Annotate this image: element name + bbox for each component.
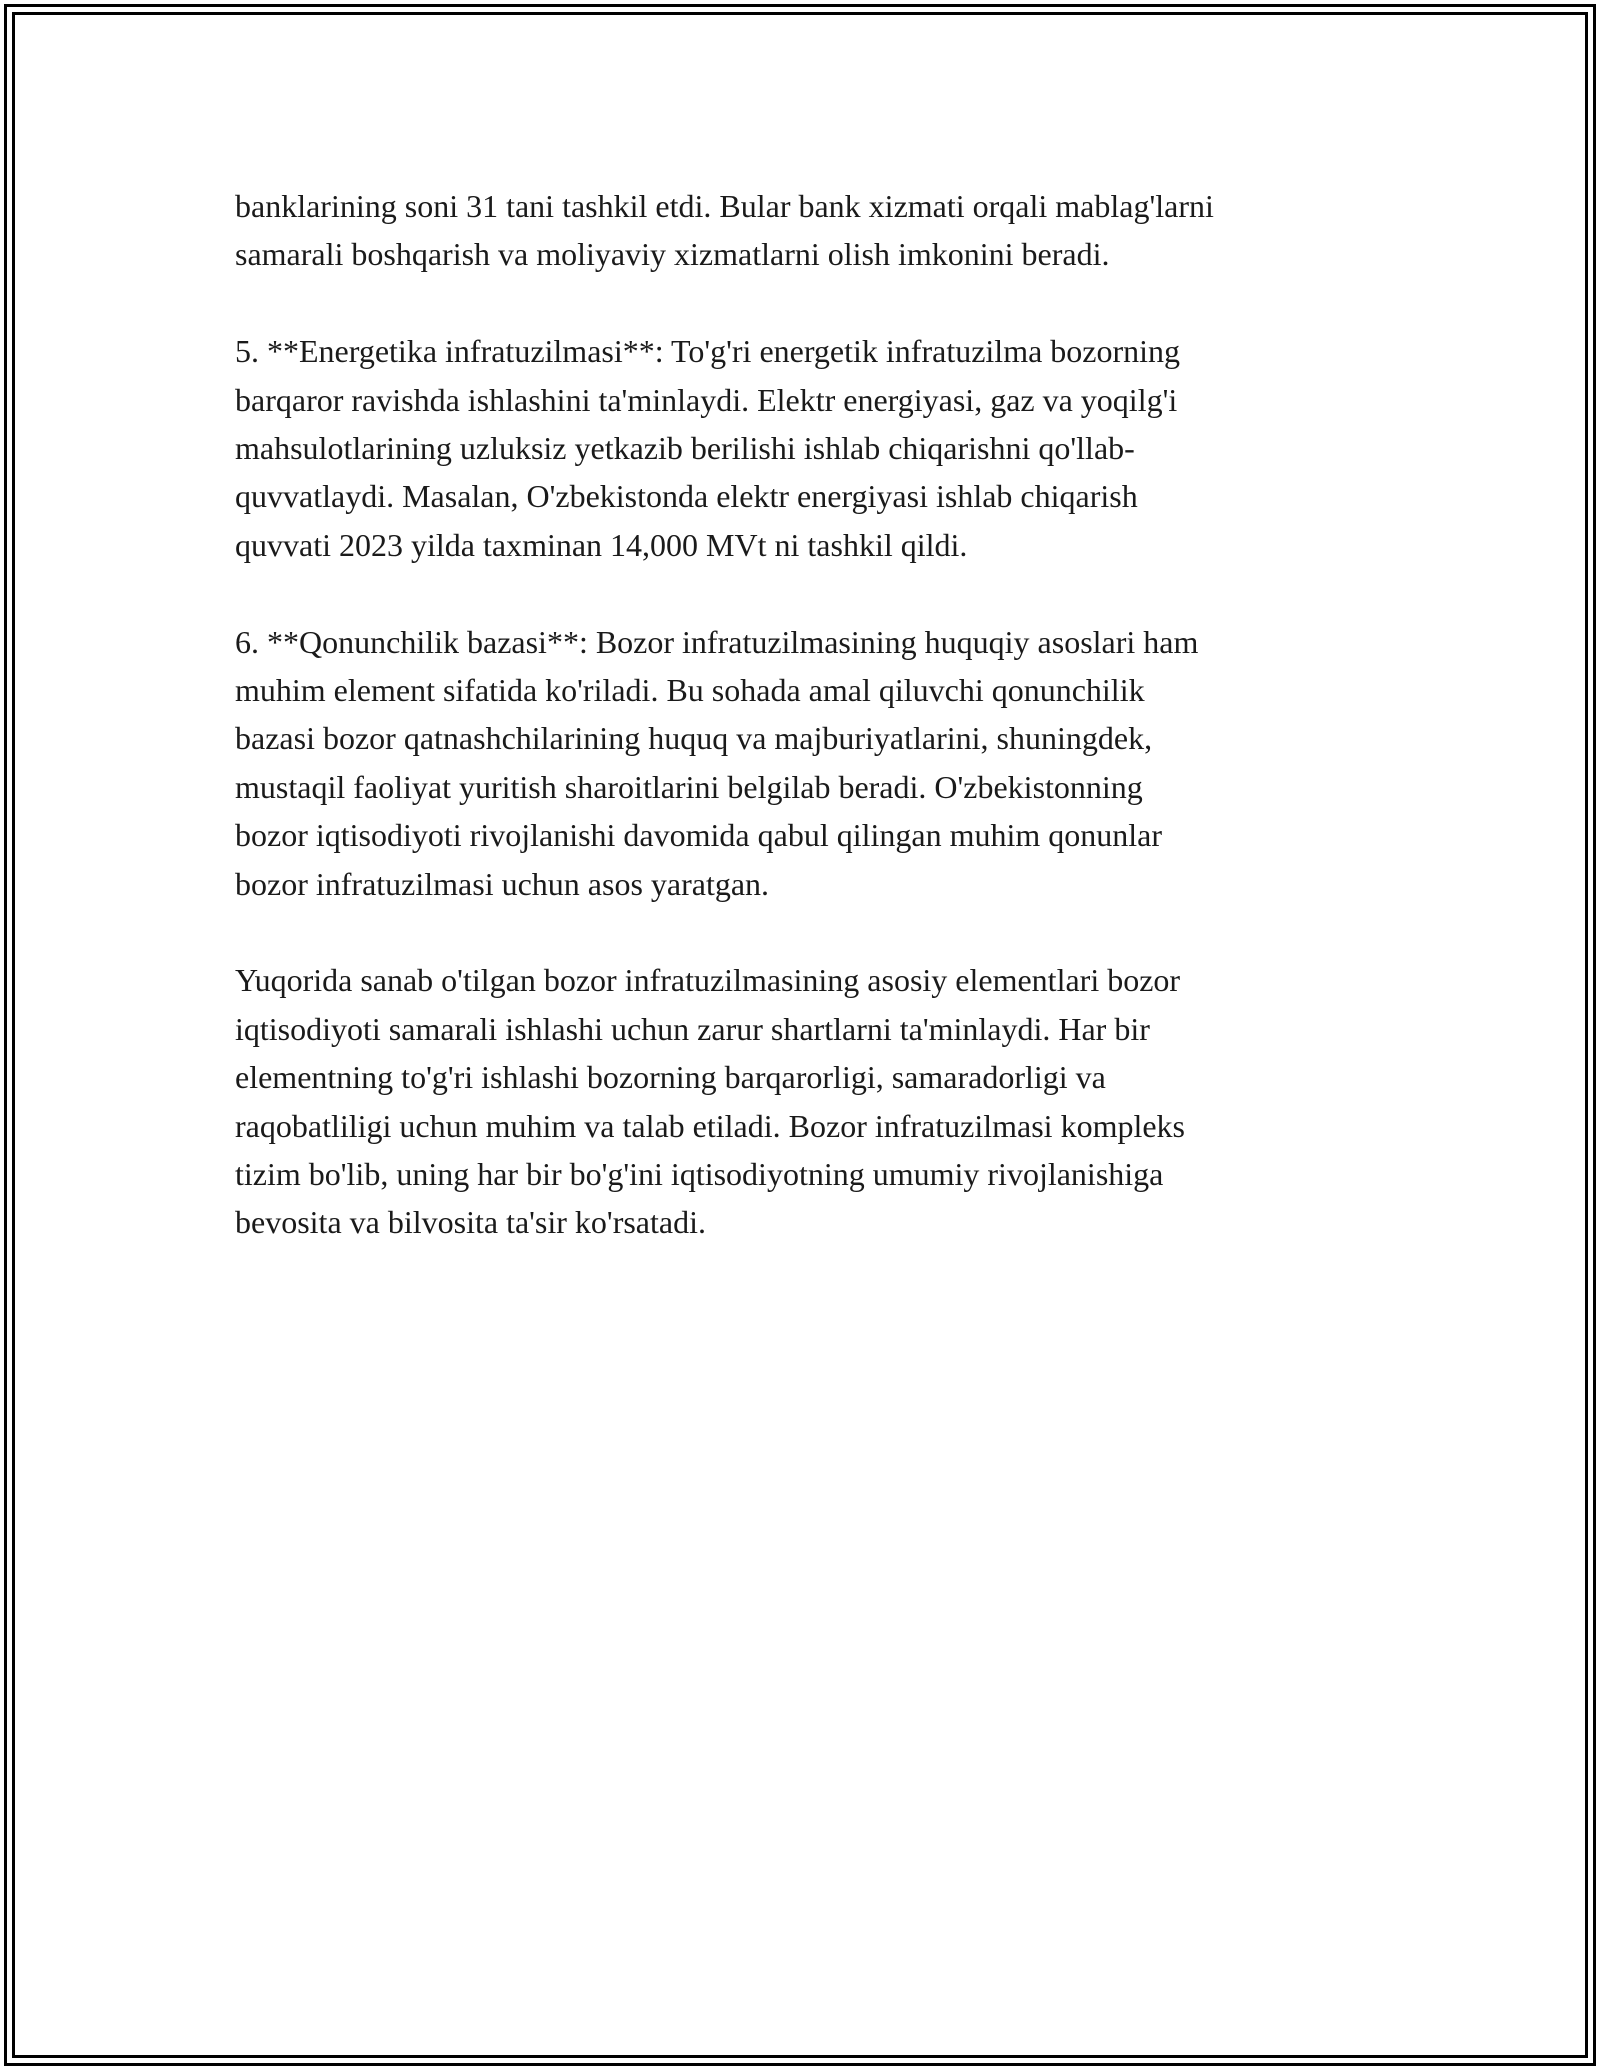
paragraph-banks-continuation: banklarining soni 31 tani tashkil etdi. Bular bank xizmati orqali mablag'larni samarali boshqarish va moliyaviy xizmatlarni olish imkonini beradi. bbox=[235, 188, 1214, 273]
paragraph-legal-framework: 6. **Qonunchilik bazasi**: Bozor infratuzilmasining huquqiy asoslari ham muhim element sifatida ko'riladi. Bu sohada amal qiluvchi qonunchilik bazasi bozor qatnashchilarining huquq va majburiyatlarini, shuningdek, mustaqil faoliyat yuritish sharoitlarini belgilab beradi. O'zbekistonning bozor iqtisodiyoti rivojlanishi davomida qabul qilingan muhim qonunlar bozor infratuzilmasi uchun asos yaratgan. bbox=[235, 623, 1199, 902]
paragraph-energy-infrastructure: 5. **Energetika infratuzilmasi**: To'g'ri energetik infratuzilma bozorning barqaror ravishda ishlashini ta'minlaydi. Elektr energiyasi, gaz va yoqilg'i mahsulotlarining uzluksiz yetkazib berilishi ishlab chiqarishni qo'llab- quvvatlaydi. Masalan, O'zbekistonda elektr energiyasi ishlab chiqarish quvvati 2023 yilda taxminan 14,000 MVt ni tashkil qildi. bbox=[235, 333, 1181, 563]
paragraph-conclusion: Yuqorida sanab o'tilgan bozor infratuzilmasining asosiy elementlari bozor iqtisodiyoti samarali ishlashi uchun zarur shartlarni ta'minlaydi. Har bir elementning to'g'ri ishlashi bozorning barqarorligi, samaradorligi va raqobatliligi uchun muhim va talab etiladi. Bozor infratuzilmasi kompleks tizim bo'lib, uning har bir bo'g'ini iqtisodiyotning umumiy rivojlanishiga bevosita va bilvosita ta'sir ko'rsatadi. bbox=[235, 962, 1185, 1241]
document-body bbox=[235, 182, 1375, 1295]
